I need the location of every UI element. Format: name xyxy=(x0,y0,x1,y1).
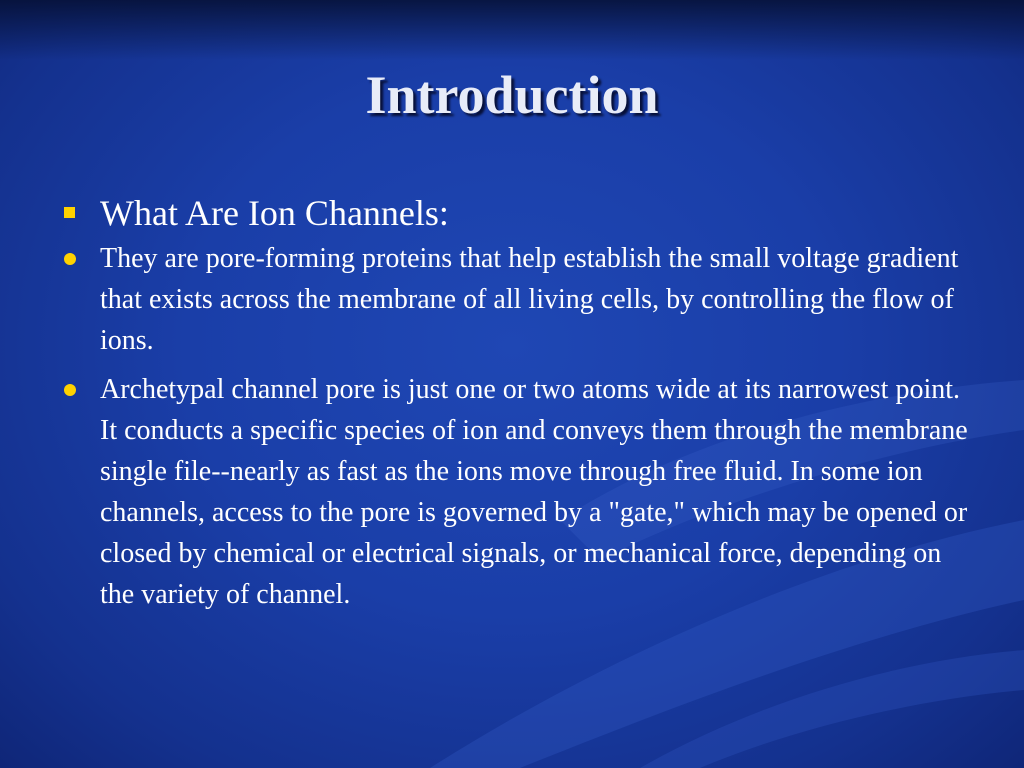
bullet-heading xyxy=(62,190,972,236)
slide-title: Introduction xyxy=(365,65,659,125)
dot-bullet-icon xyxy=(64,253,76,265)
bullet-heading-text: What Are Ion Channels: xyxy=(100,193,449,233)
bullet-item-text: Archetypal channel pore is just one or two atoms wide at its narrowest point. It conducts a specific species of ion and conveys them through the membrane single file--nearly as fast as the ions move through free fluid. In some ion channels, access to the pore is governed by a "gate," which may be opened or closed by chemical or electrical signals, or mechanical force, depending on the variety of channel. xyxy=(100,374,968,610)
dot-bullet-icon xyxy=(64,384,76,396)
square-bullet-icon xyxy=(64,207,75,218)
bullet-item-definition xyxy=(62,238,972,361)
bullet-item-text: They are pore-forming proteins that help establish the small voltage gradient that exists across the membrane of all living cells, by controlling the flow of ions. xyxy=(100,243,959,356)
bullet-item-archetypal xyxy=(62,369,972,615)
bullet-list xyxy=(62,190,972,615)
